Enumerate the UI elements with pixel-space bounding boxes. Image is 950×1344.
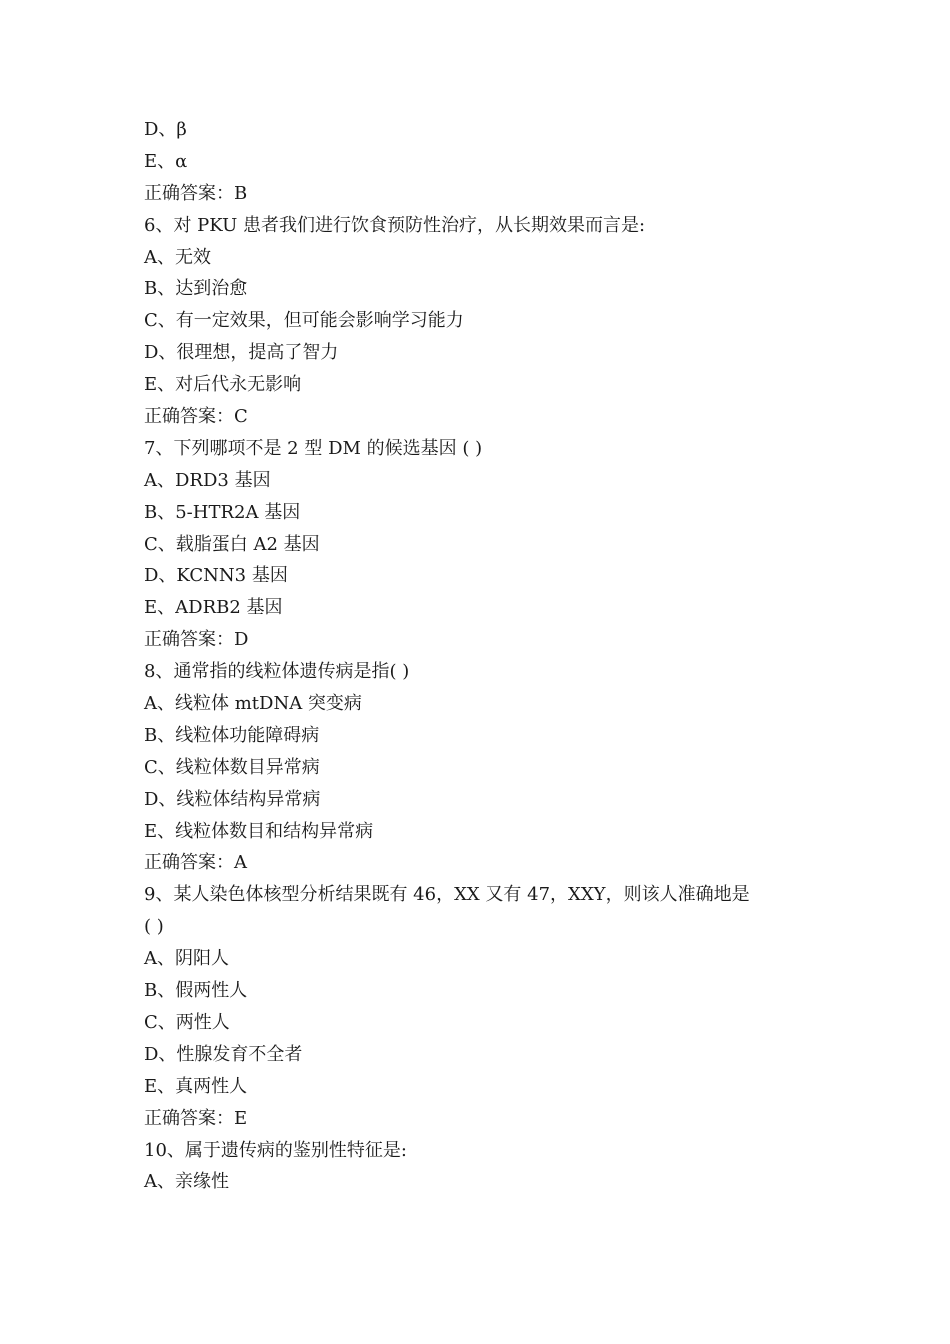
question-6: 6、对 PKU 患者我们进行饮食预防性治疗，从长期效果而言是: <box>144 214 646 236</box>
option-b-q8: B、线粒体功能障碍病 <box>144 724 320 746</box>
option-e-q9: E、真两性人 <box>144 1075 248 1097</box>
option-e-q5: E、α <box>144 150 188 172</box>
option-b-q9: B、假两性人 <box>144 980 248 1002</box>
option-c-q6: C、有一定效果，但可能会影响学习能力 <box>144 310 464 332</box>
option-d-q6: D、很理想，提高了智力 <box>144 342 339 364</box>
option-e-q8: E、线粒体数目和结构异常病 <box>144 820 374 842</box>
option-c-q8: C、线粒体数目异常病 <box>144 756 320 778</box>
question-9: 9、某人染色体核型分析结果既有 46，XX 又有 47，XXY，则该人准确地是 <box>144 884 750 906</box>
option-a-q6: A、无效 <box>144 246 211 268</box>
option-a-q8: A、线粒体 mtDNA 突变病 <box>144 693 362 715</box>
option-d-q7: D、KCNN3 基因 <box>144 565 288 587</box>
option-e-q6: E、对后代永无影响 <box>144 374 302 396</box>
option-d-q8: D、线粒体结构异常病 <box>144 788 321 810</box>
option-c-q9: C、两性人 <box>144 1011 230 1033</box>
question-9-continued: ( ) <box>144 916 164 938</box>
option-d-q9: D、性腺发育不全者 <box>144 1043 303 1065</box>
option-b-q7: B、5-HTR2A 基因 <box>144 501 301 523</box>
option-d-q5: D、β <box>144 119 187 140</box>
document-page <box>144 114 824 1198</box>
answer-q8: 正确答案：A <box>144 852 247 874</box>
option-e-q7: E、ADRB2 基因 <box>144 597 283 619</box>
option-a-q10: A、亲缘性 <box>144 1171 229 1193</box>
answer-q5: 正确答案：B <box>144 182 248 204</box>
question-8: 8、通常指的线粒体遗传病是指( ) <box>144 661 410 683</box>
option-a-q7: A、DRD3 基因 <box>144 469 271 491</box>
option-b-q6: B、达到治愈 <box>144 278 248 300</box>
answer-q9: 正确答案：E <box>144 1107 248 1129</box>
question-7: 7、下列哪项不是 2 型 DM 的候选基因 ( ) <box>144 437 483 459</box>
answer-q7: 正确答案：D <box>144 629 249 651</box>
answer-q6: 正确答案：C <box>144 406 248 428</box>
question-10: 10、属于遗传病的鉴别性特征是: <box>144 1139 407 1161</box>
option-c-q7: C、载脂蛋白 A2 基因 <box>144 533 320 555</box>
option-a-q9: A、阴阳人 <box>144 948 229 970</box>
